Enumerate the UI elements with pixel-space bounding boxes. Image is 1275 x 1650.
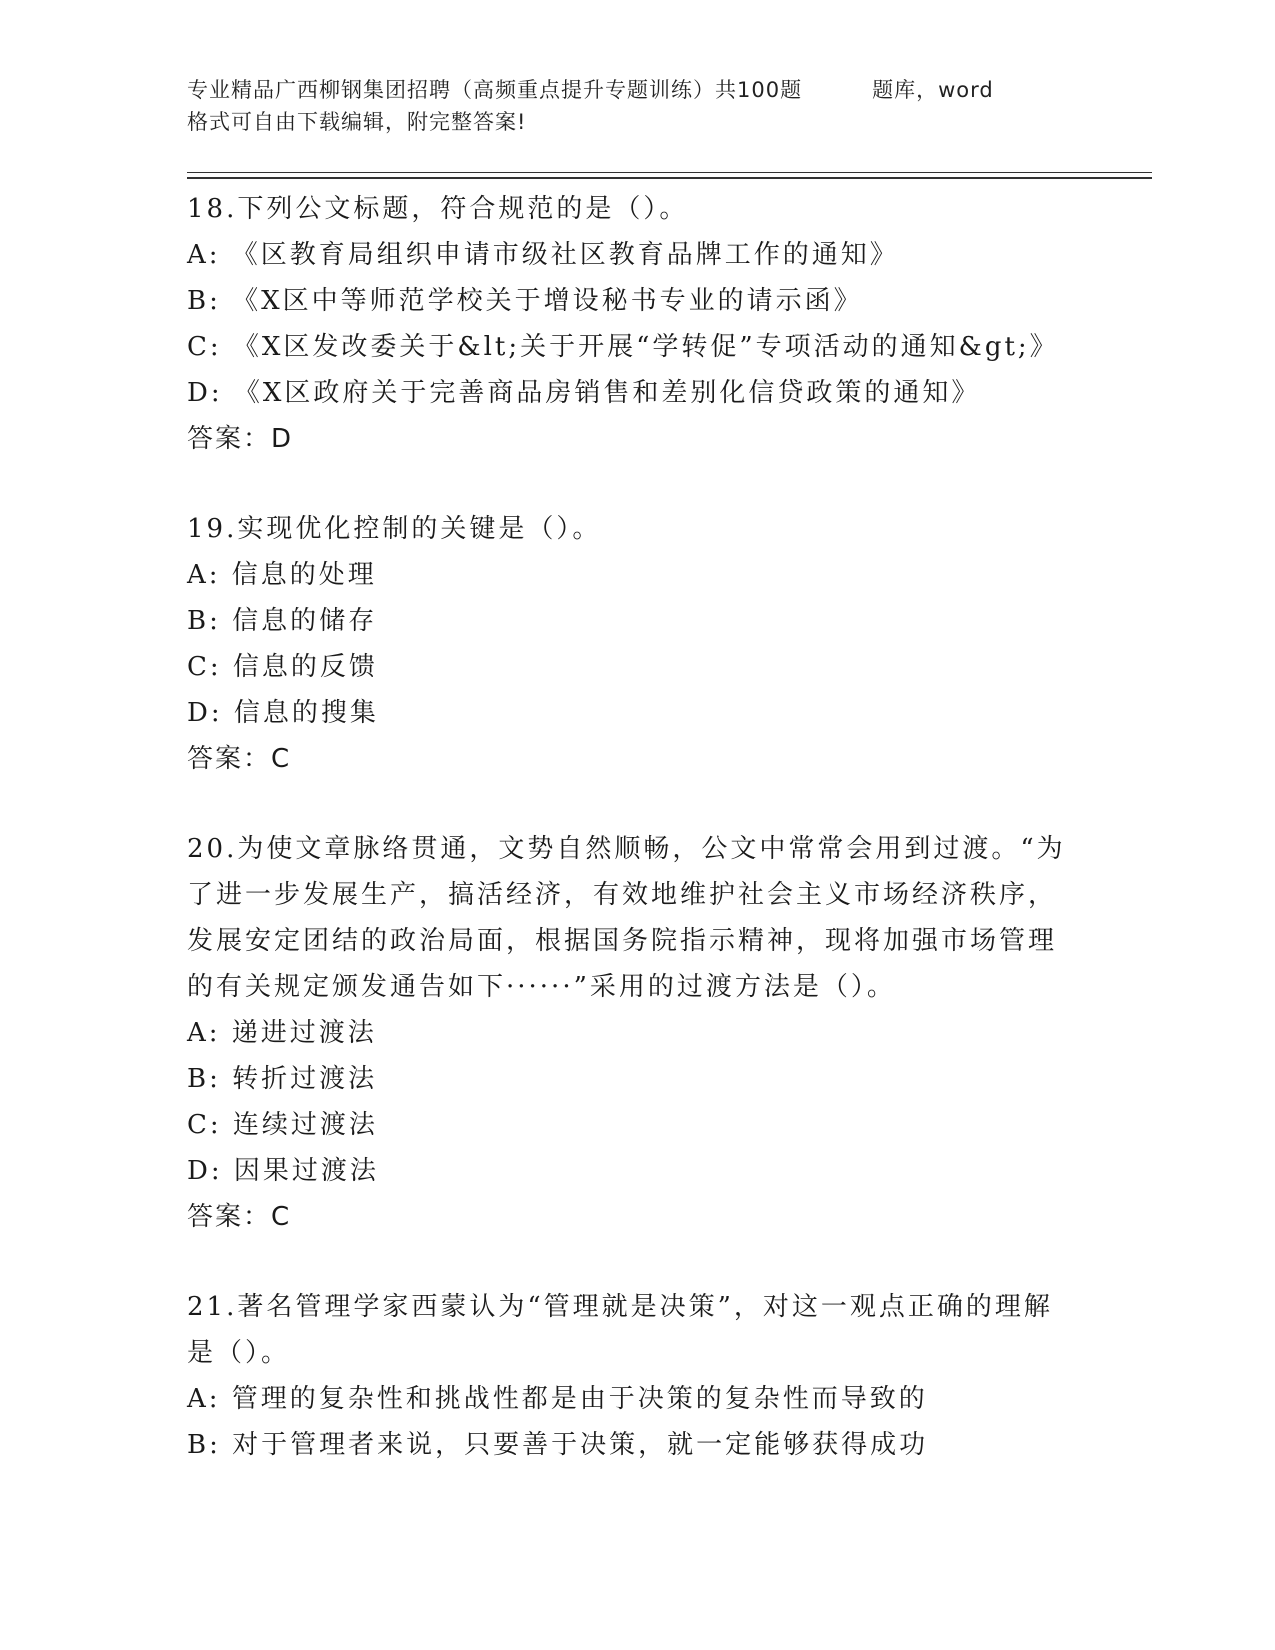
option-c: C: 连续过渡法 bbox=[187, 1110, 378, 1140]
header-title: 专业精品广西柳钢集团招聘（高频重点提升专题训练）共100题 bbox=[187, 78, 803, 102]
header-title-suffix: 题库，word bbox=[872, 78, 994, 102]
question-19 bbox=[187, 506, 1087, 782]
question-text: 21.著名管理学家西蒙认为“管理就是决策”，对这一观点正确的理解 bbox=[187, 1292, 1053, 1322]
question-text: 18.下列公文标题，符合规范的是（）。 bbox=[187, 194, 689, 224]
header-subtitle: 格式可自由下载编辑，附完整答案! bbox=[187, 110, 527, 134]
page-header bbox=[187, 74, 1087, 138]
option-b: B: 对于管理者来说，只要善于决策，就一定能够获得成功 bbox=[187, 1430, 929, 1460]
option-c: C: 信息的反馈 bbox=[187, 652, 378, 682]
question-list bbox=[187, 186, 1087, 1468]
option-b: B: 《X区中等师范学校关于增设秘书专业的请示函》 bbox=[187, 286, 863, 316]
option-a: A: 《区教育局组织申请市级社区教育品牌工作的通知》 bbox=[187, 240, 899, 270]
question-18 bbox=[187, 186, 1087, 462]
option-a: A: 管理的复杂性和挑战性都是由于决策的复杂性而导致的 bbox=[187, 1384, 928, 1414]
question-text: 发展安定团结的政治局面，根据国务院指示精神，现将加强市场管理 bbox=[187, 926, 1058, 956]
answer: 答案：C bbox=[187, 1202, 292, 1232]
option-b: B: 信息的储存 bbox=[187, 606, 378, 636]
option-d: D: 信息的搜集 bbox=[187, 698, 379, 728]
answer: 答案：C bbox=[187, 744, 292, 774]
header-divider-thin bbox=[187, 172, 1152, 173]
question-20 bbox=[187, 826, 1087, 1240]
option-d: D: 《X区政府关于完善商品房销售和差别化信贷政策的通知》 bbox=[187, 378, 981, 408]
question-text: 19.实现优化控制的关键是（）。 bbox=[187, 514, 602, 544]
option-a: A: 信息的处理 bbox=[187, 560, 377, 590]
question-text: 20.为使文章脉络贯通，文势自然顺畅，公文中常常会用到过渡。“为 bbox=[187, 834, 1066, 864]
option-a: A: 递进过渡法 bbox=[187, 1018, 377, 1048]
header-divider-thick bbox=[187, 177, 1152, 179]
question-text: 的有关规定颁发通告如下······”采用的过渡方法是（）。 bbox=[187, 972, 896, 1002]
option-b: B: 转折过渡法 bbox=[187, 1064, 378, 1094]
answer: 答案：D bbox=[187, 424, 294, 454]
option-c: C: 《X区发改委关于&lt;关于开展“学转促”专项活动的通知&gt;》 bbox=[187, 332, 1059, 362]
question-text: 是（）。 bbox=[187, 1338, 291, 1368]
question-text: 了进一步发展生产，搞活经济，有效地维护社会主义市场经济秩序， bbox=[187, 880, 1058, 910]
option-d: D: 因果过渡法 bbox=[187, 1156, 379, 1186]
question-21 bbox=[187, 1284, 1087, 1468]
